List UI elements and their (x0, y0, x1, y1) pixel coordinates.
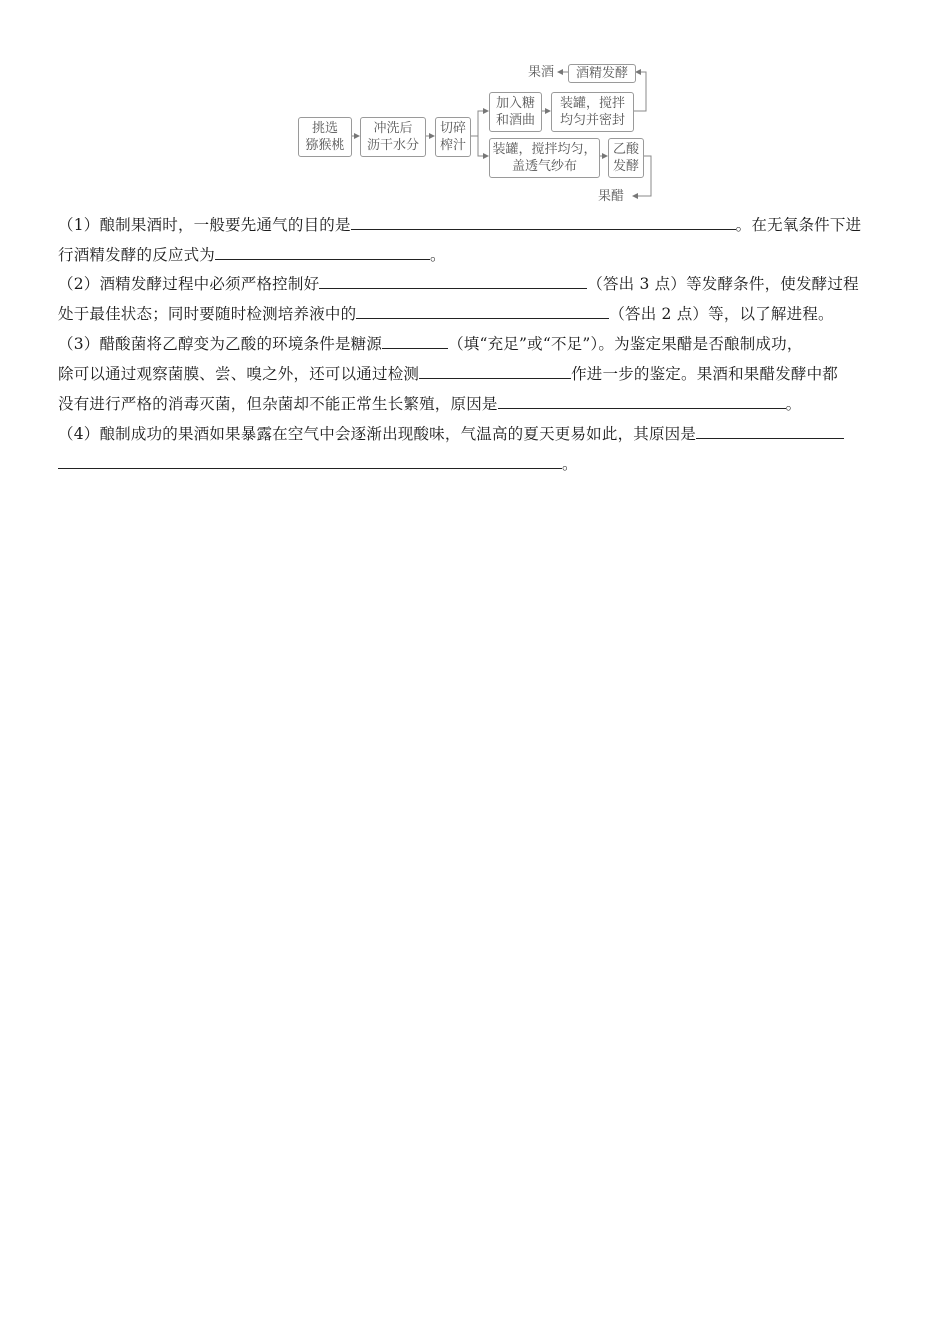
q3-blank-reason[interactable] (498, 390, 786, 409)
label-fruit-vinegar: 果醋 (598, 189, 625, 204)
flow-diagram (0, 0, 950, 210)
q2-blank-monitor[interactable] (356, 300, 609, 319)
q2-text-c: 处于最佳状态；同时要随时检测培养液中的 (58, 305, 357, 323)
box-acetic-fermentation (608, 138, 644, 178)
q3-text-c: 除可以通过观察菌膜、尝、嗅之外，还可以通过检测 (58, 365, 420, 383)
question-3 (58, 329, 888, 419)
q1-blank-equation[interactable] (215, 241, 430, 260)
q4-blank-reason-line1[interactable] (696, 420, 844, 439)
q3-text-b: （填“充足”或“不足”）。为鉴定果醋是否酿制成功， (448, 335, 803, 353)
box-select-kiwi (298, 117, 352, 157)
box-gauze (489, 138, 600, 178)
box-add-sugar (489, 92, 542, 132)
q4-text-a: （4）酿制成功的果酒如果暴露在空气中会逐渐出现酸味，气温高的夏天更易如此，其原因是 (58, 425, 697, 443)
box-chop (435, 117, 471, 157)
q3-text-f: 。 (785, 395, 802, 413)
q1-text-a: （1）酿制果酒时，一般要先通气的目的是 (58, 216, 351, 234)
q1-text-d: 。 (430, 246, 446, 264)
q4-blank-reason-line2[interactable] (58, 450, 562, 469)
q1-text-c: 行酒精发酵的反应式为 (58, 246, 216, 264)
box-alcohol-fermentation (568, 64, 636, 83)
q1-text-b: 。在无氧条件下进 (735, 216, 862, 234)
box-wash-line2: 沥干水分 (366, 138, 419, 153)
box-seal-line1: 装罐，搅拌 (559, 96, 625, 111)
arrow-chop-gauze (478, 136, 488, 156)
q3-text-a: （3）醋酸菌将乙醇变为乙酸的环境条件是糖源 (58, 335, 383, 353)
label-fruit-wine: 果酒 (528, 65, 555, 80)
box-alcohol-line1: 酒精发酵 (575, 66, 628, 81)
box-seal (551, 92, 634, 132)
box-select-line1: 挑选 (311, 121, 338, 136)
q1-blank-purpose[interactable] (351, 211, 736, 230)
box-select-line2: 猕猴桃 (305, 138, 345, 153)
q2-text-a: （2）酒精发酵过程中必须严格控制好 (58, 275, 320, 293)
box-gauze-line2: 盖透气纱布 (511, 159, 577, 174)
question-4 (58, 419, 888, 479)
q3-text-e: 没有进行严格的消毒灭菌，但杂菌却不能正常生长繁殖，原因是 (58, 395, 498, 413)
box-gauze-line1: 装罐，搅拌均匀， (492, 142, 597, 157)
q4-text-b: 。 (562, 455, 578, 473)
diagram-connectors (0, 0, 950, 210)
q3-blank-detect[interactable] (419, 360, 571, 379)
box-acetic-line2: 发酵 (612, 159, 639, 174)
question-1 (58, 210, 888, 270)
q2-text-d: （答出 2 点）等，以了解进程。 (609, 305, 834, 323)
arrow-chop-sugar (470, 111, 488, 136)
q3-text-d: 作进一步的鉴定。果酒和果醋发酵中都 (571, 365, 839, 383)
box-seal-line2: 均匀并密封 (559, 113, 625, 128)
box-wash-line1: 冲洗后 (373, 121, 413, 136)
box-acetic-line1: 乙酸 (612, 142, 639, 157)
q3-blank-sugar[interactable] (382, 330, 448, 349)
box-wash (360, 117, 426, 157)
q2-text-b: （答出 3 点）等发酵条件，使发酵过程 (587, 275, 859, 293)
q2-blank-conditions[interactable] (319, 270, 587, 289)
box-chop-line1: 切碎 (439, 121, 466, 136)
box-sugar-line2: 和酒曲 (495, 113, 535, 128)
box-chop-line2: 榨汁 (439, 138, 466, 153)
box-sugar-line1: 加入糖 (495, 96, 535, 111)
question-2 (58, 269, 888, 329)
